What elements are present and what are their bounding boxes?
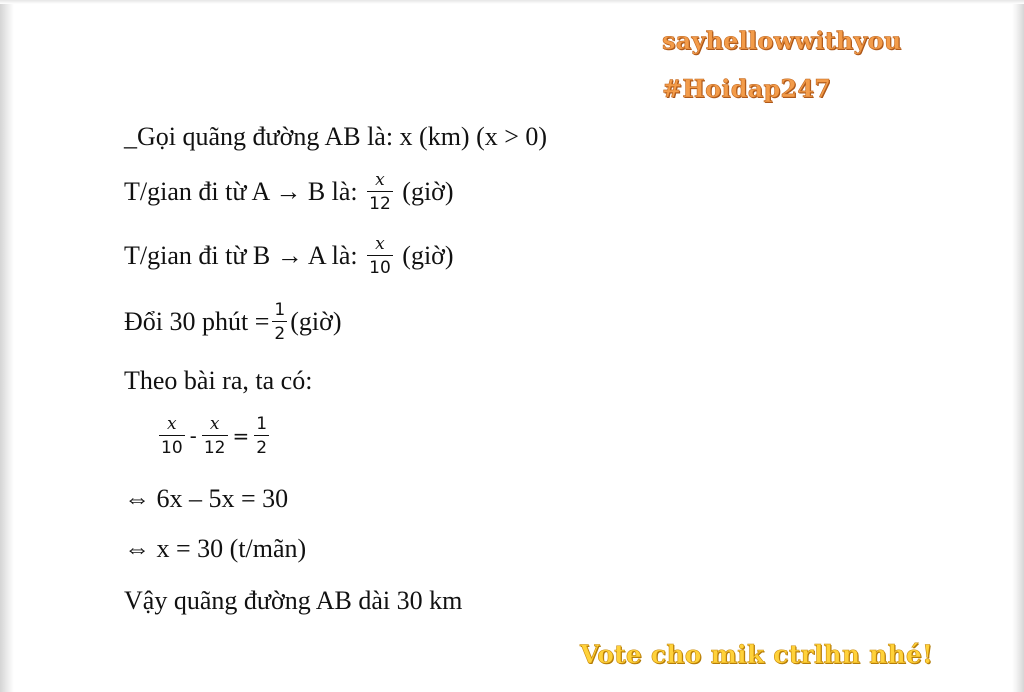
line-step-1 [124, 484, 288, 514]
photo-right-edge-shadow [1012, 0, 1024, 692]
minus-sign: - [189, 424, 197, 448]
fraction-denominator: 2 [274, 324, 286, 344]
watermark-hashtag: #Hoidap247 [662, 74, 832, 103]
fraction-bar [367, 191, 393, 192]
according-text: Theo bài ra, ta có: [124, 366, 313, 395]
line-time-b-to-a [124, 234, 454, 278]
watermark-username: sayhellowwithyou [662, 26, 902, 55]
line-according-to-problem [124, 366, 312, 396]
step-2-text: ⇔ x = 30 (t/mãn) [124, 534, 307, 563]
photo-top-edge-shadow [0, 0, 1024, 4]
fraction-bar [254, 435, 269, 436]
fraction-x-over-10 [367, 234, 393, 278]
photo-left-edge-shadow [0, 0, 14, 692]
fraction-bar [202, 435, 228, 436]
line-convert-minutes [124, 300, 342, 344]
line-time-a-to-b [124, 170, 454, 214]
fraction-denominator: 12 [203, 438, 226, 458]
fraction-bar [367, 255, 393, 256]
fraction-bar [272, 321, 287, 322]
fraction-x-over-12 [202, 414, 228, 458]
fraction-one-half [272, 300, 287, 344]
fraction-numerator: x [375, 234, 385, 254]
fraction-bar [159, 435, 185, 436]
fraction-numerator: x [375, 170, 385, 190]
step-1-text: ⇔ 6x – 5x = 30 [124, 484, 289, 513]
convert-prefix: Đổi 30 phút = [124, 307, 270, 336]
conclusion-text: Vậy quãng đường AB dài 30 km [124, 586, 463, 615]
convert-unit: (giờ) [290, 307, 342, 336]
fraction-numerator: x [167, 414, 177, 434]
fraction-denominator: 10 [161, 438, 183, 458]
fraction-denominator: 12 [369, 194, 391, 214]
assumption-text: _Gọi quãng đường AB là: x (km) (x > 0) [124, 122, 548, 151]
time-a-to-b-prefix: T/gian đi từ A → B là: [124, 177, 365, 206]
fraction-one-half [254, 414, 269, 458]
fraction-numerator: 1 [256, 414, 268, 434]
fraction-numerator: x [209, 414, 220, 434]
time-b-to-a-prefix: T/gian đi từ B → A là: [124, 241, 365, 270]
fraction-denominator: 10 [369, 258, 391, 278]
time-a-to-b-unit: (giờ) [395, 177, 454, 206]
fraction-x-over-12 [367, 170, 393, 214]
line-assumption [124, 122, 547, 152]
line-conclusion [124, 586, 462, 616]
fraction-numerator: 1 [274, 300, 286, 320]
time-b-to-a-unit: (giờ) [395, 241, 454, 270]
fraction-x-over-10 [159, 414, 185, 458]
line-step-2 [124, 534, 306, 564]
fraction-denominator: 2 [256, 438, 268, 458]
watermark-vote-request: Vote cho mik ctrlhn nhé! [580, 640, 934, 669]
equals-sign: = [232, 424, 250, 448]
line-equation [156, 414, 272, 458]
